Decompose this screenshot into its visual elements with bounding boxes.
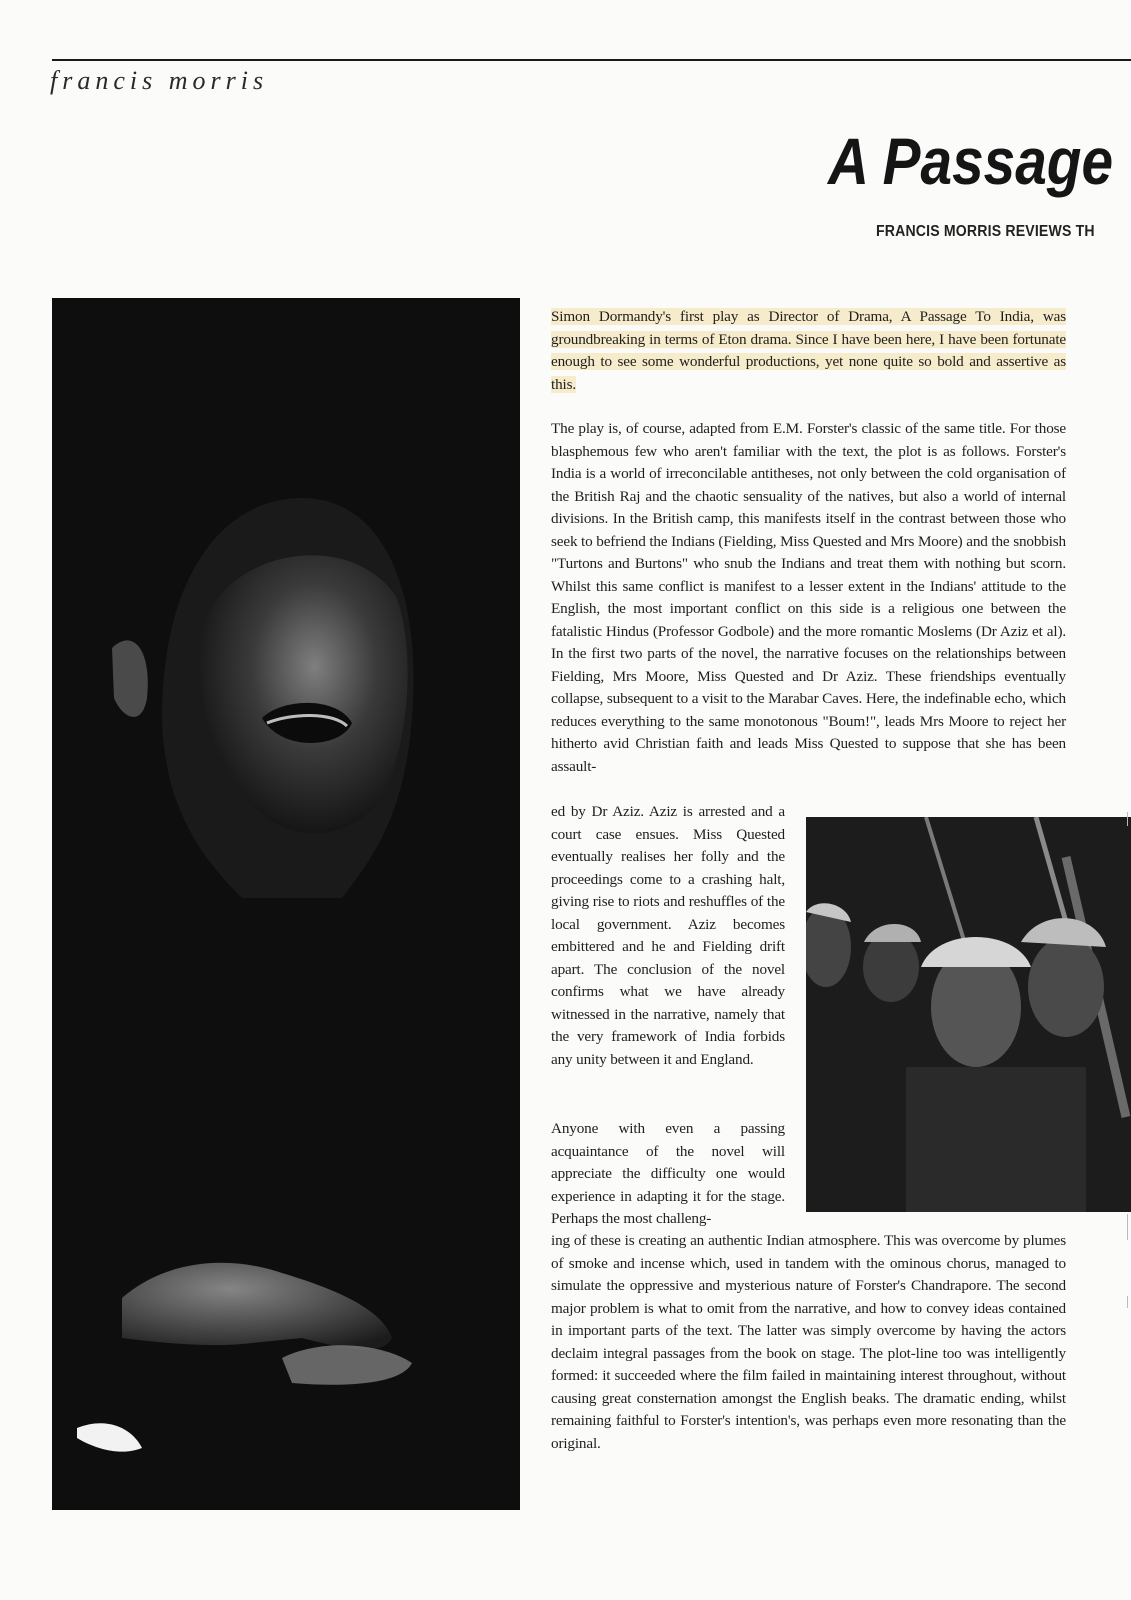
page-edge-mark bbox=[1127, 812, 1128, 826]
article-subtitle: FRANCIS MORRIS REVIEWS TH bbox=[876, 223, 1095, 240]
header-rule bbox=[52, 59, 1131, 61]
body-paragraph-2: Anyone with even a passing acquaintance of the novel will appreciate the difficulty one would experience in adapting it for the stage. Perhaps the most challeng- bbox=[551, 1120, 785, 1227]
article-title: A Passage bbox=[828, 124, 1114, 198]
author-header: francis morris bbox=[50, 66, 269, 95]
intro-paragraph bbox=[551, 306, 1066, 396]
chorus-illustration bbox=[806, 817, 1131, 1212]
body-paragraph-1: The play is, of course, adapted from E.M. Forster's classic of the same title. For those blasphemous few who aren't familiar with the text, the plot is as follows. Forster's India is a world of irreconcilable antitheses, not only between the cold organisation of the British Raj and the chaotic sensuality of the natives, but also a world of internal divisions. In the British camp, this manifests itself in the contrast between those who seek to befriend the Indians (Fielding, Miss Quested and Mrs Moore) and the snobbish "Turtons and Burtons" who snub the Indians and treat them with nothing but scorn. Whilst this same conflict is manifest to a lesser extent in the Indians' attitude to the English, the most important conflict on this side is a religious one between the fatalistic Hindus (Professor Godbole) and the more romantic Moslems (Dr Aziz et al). In the first two parts of the novel, the narrative focuses on the relationships between Fielding, Mrs Moore, Miss Quested and Dr Aziz. These friendships eventually collapse, subsequent to a visit to the Marabar Caves. Here, the indefinable echo, which reduces everything to the same monotonous "Boum!", leads Mrs Moore to reject her hitherto avid Christian faith and leads Miss Quested to suppose that she has been assault- bbox=[551, 420, 1066, 775]
chorus-photo bbox=[806, 817, 1131, 1212]
body-paragraph-1-continued: ed by Dr Aziz. Aziz is arrested and a court case ensues. Miss Quested eventually realises her folly and the proceedings come to a crashing halt, giving rise to riots and reshuffles of the local government. Aziz becomes embittered and he and Fielding drift apart. The conclusion of the novel confirms what we have already witnessed in the narrative, namely that the very framework of India forbids any unity between it and England. bbox=[551, 803, 785, 1068]
actor-portrait-photo bbox=[52, 298, 520, 1510]
page-edge-mark bbox=[1127, 1296, 1128, 1308]
intro-highlight: Simon Dormandy's first play as Director of Drama, A Passage To India, was groundbreaking in terms of Eton drama. Since I have been here, I have been fortunate enough to see some wonderful productions, yet none quite so bold and assertive as this. bbox=[551, 308, 1066, 393]
body-paragraph-2-continued: ing of these is creating an authentic Indian atmosphere. This was overcome by plumes of smoke and incense which, used in tandem with the ominous chorus, managed to simulate the oppressive and mysterious nature of Forster's Chandrapore. The second major problem is what to omit from the narrative, and how to convey ideas contained in important parts of the text. The latter was simply overcome by having the actors declaim integral passages from the book on stage. The plot-line too was intelligently formed: it succeeded where the film failed in maintaining interest throughout, without causing great consternation amongst the English beaks. The dramatic ending, whilst remaining faithful to Forster's intention's, was perhaps even more resonating than the original. bbox=[551, 1232, 1066, 1452]
actor-portrait-illustration bbox=[52, 298, 520, 1510]
page-edge-mark bbox=[1127, 1214, 1128, 1240]
